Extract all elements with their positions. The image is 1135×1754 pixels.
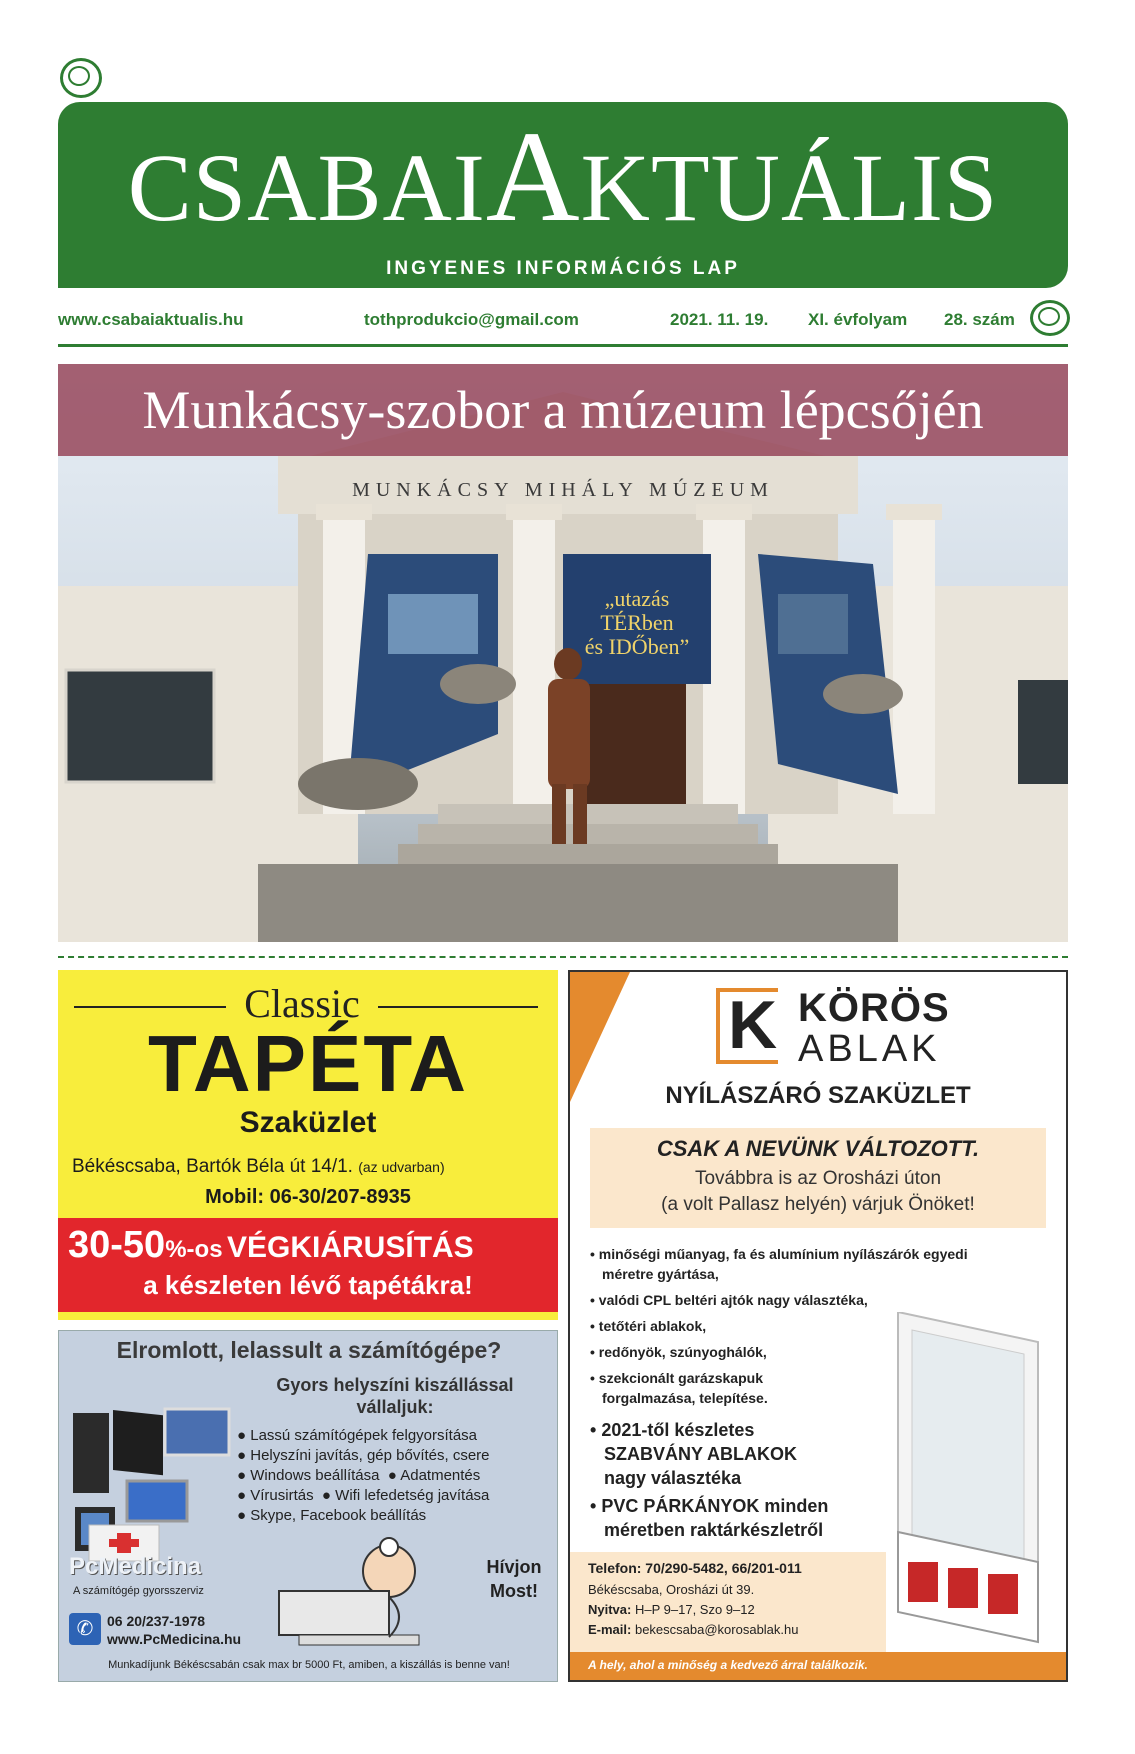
email-link[interactable]: tothprodukcio@gmail.com — [364, 310, 579, 329]
koros-bullet: • tetőtéri ablakok, — [590, 1318, 707, 1334]
banner-line-1: „utazás — [604, 586, 670, 611]
pc-offer-line1: Gyors helyszíni kiszállással — [276, 1375, 514, 1395]
koros-notice-line1: Továbbra is az Orosházi úton — [694, 1168, 942, 1189]
koros-phone-line — [588, 1560, 802, 1576]
lead-headline: Munkácsy-szobor a múzeum lépcsőjén — [58, 364, 1068, 456]
pc-service-item: ● Helyszíni javítás, gép bővítés, csere — [237, 1447, 490, 1464]
koros-bullet: • redőnyök, szúnyoghálók, — [590, 1344, 767, 1360]
tapeta-phone: Mobil: 06-30/207-8935 — [205, 1186, 411, 1208]
tapeta-address-text: Békéscsaba, Bartók Béla út 14/1. — [72, 1156, 353, 1177]
pc-service-text: Lassú számítógépek felgyorsítása — [250, 1427, 478, 1444]
koros-big-bullet-cont: SZABVÁNY ABLAKOK — [604, 1444, 798, 1464]
koros-footer-band — [570, 1652, 1066, 1680]
koros-tagline: NYÍLÁSZÁRÓ SZAKÜZLET — [665, 1082, 971, 1109]
pc-service-text: Wifi lefedetség javítása — [335, 1487, 490, 1504]
koros-big-bullet-cont: nagy választéka — [604, 1468, 742, 1488]
tapeta-address-note: (az udvarban) — [358, 1159, 445, 1175]
pc-call-line2: Most! — [490, 1581, 538, 1601]
tapeta-advert — [58, 970, 558, 1320]
phone-icon: ✆ — [69, 1613, 101, 1645]
title-big-letter: A — [485, 105, 581, 249]
koros-notice-line2: (a volt Pallasz helyén) várjuk Önöket! — [661, 1194, 975, 1215]
tapeta-sale-box — [58, 1218, 558, 1312]
phone-label: Telefon: — [588, 1560, 642, 1576]
koros-bullet-cont: méretre gyártása, — [602, 1266, 719, 1282]
pc-website[interactable]: www.PcMedicina.hu — [107, 1631, 242, 1647]
hours-label: Nyitva: — [588, 1602, 632, 1617]
masthead-title — [58, 105, 1068, 249]
tapeta-classic: Classic — [244, 981, 360, 1026]
pc-service-item: ● Vírusirtás ● Wifi lefedetség javítása — [237, 1487, 490, 1504]
volume-label: XI. évfolyam — [808, 310, 908, 329]
koros-brand-line1: KÖRÖS — [798, 986, 950, 1030]
koros-email-line — [588, 1622, 798, 1637]
koros-footer: A hely, ahol a minőség a kedvező árral találkozik. — [588, 1658, 868, 1672]
koros-notice-title: CSAK A NEVÜNK VÁLTOZOTT. — [656, 1136, 980, 1161]
pc-service-text: Windows beállítása — [250, 1467, 380, 1484]
pc-service-text: Helyszíni javítás, gép bővítés, csere — [250, 1447, 490, 1464]
masthead-info-line — [58, 310, 1068, 334]
classic-rule-left — [74, 1006, 226, 1008]
koros-bullet-text: redőnyök, szúnyoghálók, — [598, 1344, 767, 1360]
email-label: E-mail: — [588, 1622, 632, 1637]
pc-brand: PcMedicina — [69, 1553, 202, 1580]
koros-big-bullet: • 2021-től készletes — [590, 1420, 755, 1440]
lead-photo — [58, 364, 1068, 942]
logo-swirl-inner-icon — [68, 66, 90, 86]
banner-line-2: TÉRben — [600, 610, 674, 635]
koros-bullet: • szekcionált garázskapuk — [590, 1370, 763, 1386]
window-profile-icon — [888, 1312, 1064, 1652]
koros-hours-line — [588, 1602, 755, 1617]
koros-ablak-advert — [568, 970, 1068, 1682]
koros-address: Békéscsaba, Orosházi út 39. — [588, 1582, 755, 1597]
pc-service-text: Adatmentés — [400, 1467, 481, 1484]
koros-email[interactable]: bekescsaba@korosablak.hu — [634, 1622, 799, 1637]
sale-percent: 30-50 — [68, 1224, 166, 1266]
building-inscription: MUNKÁCSY MIHÁLY MÚZEUM — [352, 479, 774, 501]
tapeta-address — [72, 1156, 445, 1178]
tapeta-sale-line1 — [68, 1224, 474, 1267]
koros-big-bullet-cont: méretben raktárkészletről — [604, 1520, 824, 1540]
pc-phone[interactable]: 06 20/237-1978 — [107, 1613, 206, 1629]
tapeta-sale-line2: a készleten lévő tapétákra! — [143, 1270, 473, 1300]
koros-bullet: • valódi CPL beltéri ajtók nagy választéka, — [590, 1292, 868, 1308]
title-part-2: KTUÁLIS — [580, 134, 999, 241]
masthead-banner — [58, 102, 1068, 288]
koros-bullet: • minőségi műanyag, fa és alumínium nyílászárók egyedi — [590, 1246, 968, 1262]
title-part-1: CSABAI — [127, 134, 486, 241]
pc-service-item: ● Windows beállítása ● Adatmentés — [237, 1467, 481, 1484]
pcmedicina-advert — [58, 1330, 558, 1682]
koros-phone[interactable]: 70/290-5482, 66/201-011 — [645, 1560, 802, 1576]
pc-footer: Munkadíjunk Békéscsabán csak max br 5000 Ft, amiben, a kiszállás is benne van! — [108, 1659, 510, 1671]
issue-number: 28. szám — [944, 310, 1015, 329]
pc-service-text: Skype, Facebook beállítás — [250, 1507, 427, 1524]
sale-suffix: %-os — [165, 1236, 223, 1263]
pc-brand-tagline: A számítógép gyorsszerviz — [73, 1585, 204, 1597]
tapeta-shop: Szaküzlet — [239, 1106, 377, 1139]
koros-big-bullet: • PVC PÁRKÁNYOK minden — [590, 1496, 829, 1516]
pc-call-line1: Hívjon — [486, 1557, 542, 1577]
classic-rule-right — [378, 1006, 538, 1008]
computer-icon — [65, 1395, 235, 1565]
koros-big-bullet-text: PVC PÁRKÁNYOK minden — [601, 1496, 829, 1516]
koros-bullet-text: tetőtéri ablakok, — [598, 1318, 707, 1334]
issue-date: 2021. 11. 19. — [670, 310, 769, 329]
doctor-cartoon-icon — [239, 1531, 469, 1651]
website-link[interactable]: www.csabaiaktualis.hu — [58, 310, 244, 329]
section-divider — [58, 956, 1068, 958]
koros-big-bullet-text: 2021-től készletes — [601, 1420, 755, 1440]
pc-offer-line2: vállaljuk: — [356, 1397, 434, 1417]
masthead-rule — [58, 344, 1068, 347]
koros-logo-letter: K — [728, 987, 778, 1063]
banner-line-3: és IDŐben” — [584, 634, 690, 659]
koros-bullet-cont: forgalmazása, telepítése. — [602, 1390, 768, 1406]
corner-swirl-inner-icon — [1038, 307, 1060, 326]
pc-question: Elromlott, lelassult a számítógépe? — [116, 1337, 502, 1363]
sale-word: VÉGKIÁRUSÍTÁS — [227, 1231, 474, 1264]
pc-service-item: ● Lassú számítógépek felgyorsítása — [237, 1427, 478, 1444]
tapeta-brand: TAPÉTA — [147, 1019, 469, 1108]
koros-bullet-text: valódi CPL beltéri ajtók nagy választéka, — [598, 1292, 868, 1308]
koros-bullet-text: minőségi műanyag, fa és alumínium nyílászárók egyedi — [598, 1246, 968, 1262]
koros-brand-line2: ABLAK — [798, 1028, 941, 1070]
masthead-subtitle: INGYENES INFORMÁCIÓS LAP — [386, 258, 740, 279]
pc-service-item: ● Skype, Facebook beállítás — [237, 1507, 427, 1524]
koros-notice-box — [590, 1128, 1046, 1228]
koros-bullet-text: szekcionált garázskapuk — [598, 1370, 763, 1386]
pc-service-text: Vírusirtás — [250, 1487, 314, 1504]
koros-hours: H–P 9–17, Szo 9–12 — [634, 1602, 755, 1617]
koros-contact-box — [570, 1552, 886, 1652]
